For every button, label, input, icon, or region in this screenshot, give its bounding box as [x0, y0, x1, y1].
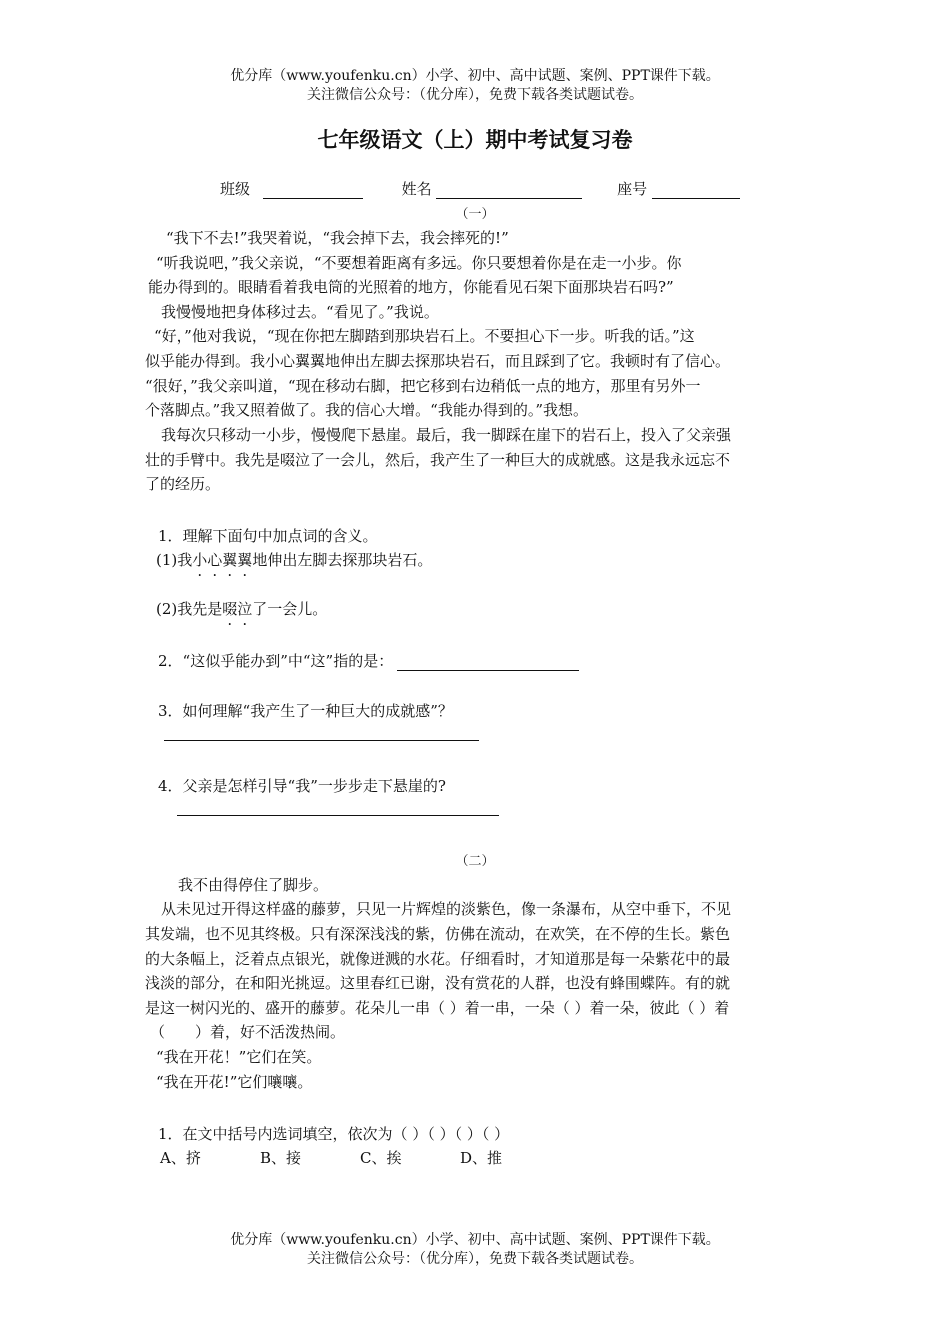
- paragraph-line: 我慢慢地把身体移过去。“看见了。”我说。: [161, 303, 439, 321]
- dotted-word-1: [192, 551, 252, 569]
- paragraph-line: 其发端，也不见其终极。只有深深浅浅的紫，仿佛在流动，在欢笑，在不停的生长。紫色: [145, 925, 731, 943]
- question-1b: [156, 598, 327, 619]
- paragraph-line: “好，”他对我说，“现在你把左脚踏到那块岩石上。不要担心下一步。听我的话。”这: [154, 327, 695, 345]
- question-3-answer-line[interactable]: [164, 740, 479, 741]
- header-line-1: 优分库（www.youfenku.cn）小学、初中、高中试题、案例、PPT课件下载。: [230, 68, 720, 84]
- dotted-char: 小: [192, 551, 208, 569]
- question-3: 3．如何理解“我产生了一种巨大的成就感”？: [158, 702, 453, 720]
- question-2: [158, 650, 579, 671]
- question-2-blank[interactable]: [397, 656, 579, 671]
- paragraph-line: 能办得到的。眼睛看着我电筒的光照着的地方，你能看见石架下面那块岩石吗?”: [148, 278, 674, 296]
- dotted-char: 心: [207, 551, 223, 569]
- paragraph-line: 似乎能办得到。我小心翼翼地伸出左脚去探那块岩石，而且踩到了它。我顿时有了信心。: [145, 352, 731, 370]
- question-1a-prefix: (1)我: [156, 551, 193, 569]
- paragraph-line: 浅淡的部分，在和阳光挑逗。这里春红已谢，没有赏花的人群，也没有蜂围蝶阵。有的就: [145, 974, 731, 992]
- paragraph-line: “很好，”我父亲叫道，“现在移动右脚，把它移到右边稍低一点的地方，那里有另外一: [145, 377, 701, 395]
- header-line-2: 关注微信公众号：（优分库），免费下载各类试题试卷。: [307, 87, 643, 103]
- option-c[interactable]: C、挨: [360, 1149, 402, 1167]
- paragraph-line: 我不由得停住了脚步。: [178, 876, 329, 894]
- option-a[interactable]: A、挤: [160, 1149, 201, 1167]
- dotted-char: 啜: [222, 600, 238, 618]
- section-1-heading: （一）: [455, 207, 495, 222]
- seat-blank[interactable]: [652, 184, 740, 199]
- footer-line-1: 优分库（www.youfenku.cn）小学、初中、高中试题、案例、PPT课件下载。: [230, 1232, 720, 1248]
- dotted-char: 翼: [222, 551, 238, 569]
- paragraph-line: “我在开花！”它们在笑。: [156, 1048, 322, 1066]
- page-title: 七年级语文（上）期中考试复习卷: [317, 127, 633, 152]
- option-d[interactable]: D、推: [460, 1149, 503, 1167]
- question-1: 1．理解下面句中加点词的含义。: [158, 527, 378, 545]
- footer-line-2: 关注微信公众号：（优分库），免费下载各类试题试卷。: [307, 1251, 643, 1267]
- section-2-heading: （二）: [455, 854, 495, 869]
- question-1b-prefix: (2)我先是: [156, 600, 223, 618]
- paragraph-line: 壮的手臂中。我先是啜泣了一会儿，然后，我产生了一种巨大的成就感。这是我永远忘不: [145, 451, 731, 469]
- option-b[interactable]: B、接: [260, 1149, 302, 1167]
- name-label: 姓名: [401, 180, 432, 198]
- paragraph-line: 我每次只移动一小步，慢慢爬下悬崖。最后，我一脚踩在崖下的岩石上，投入了父亲强: [161, 426, 732, 444]
- question-4-answer-line[interactable]: [177, 815, 499, 816]
- section-2-question-1: 1．在文中括号内选词填空，依次为（ ）（ ）（ ）（ ）: [158, 1125, 510, 1143]
- seat-label: 座号: [617, 180, 648, 198]
- question-4: 4．父亲是怎样引导“我”一步步走下悬崖的?: [158, 777, 446, 795]
- question-1a: [156, 549, 432, 570]
- dotted-char: 翼: [237, 551, 253, 569]
- paragraph-line: 了的经历。: [145, 475, 221, 493]
- paragraph-line: “听我说吧，”我父亲说，“不要想着距离有多远。你只要想着你是在走一小步。你: [156, 254, 682, 272]
- paragraph-line: “我下不去!”我哭着说，“我会掉下去，我会摔死的!”: [166, 229, 509, 247]
- paragraph-line: （ ）着，好不活泼热闹。: [150, 1023, 346, 1041]
- info-row: [220, 178, 740, 199]
- paragraph-line: 的大条幅上，泛着点点银光，就像迸溅的水花。仔细看时，才知道那是每一朵紫花中的最: [145, 950, 731, 968]
- question-1a-suffix: 地伸出左脚去探那块岩石。: [252, 551, 433, 569]
- paragraph-line: 从未见过开得这样盛的藤萝，只见一片辉煌的淡紫色，像一条瀑布，从空中垂下，不见: [161, 900, 732, 918]
- question-1b-suffix: 了一会儿。: [252, 600, 328, 618]
- question-2-text: 2．“这似乎能办到”中“这”指的是：: [158, 652, 394, 670]
- class-blank[interactable]: [263, 184, 363, 199]
- paragraph-line: “我在开花!”它们嚷嚷。: [156, 1073, 313, 1091]
- dotted-word-2: [222, 600, 252, 618]
- options-row: [160, 1147, 560, 1168]
- name-blank[interactable]: [436, 184, 582, 199]
- paragraph-line: 是这一树闪光的、盛开的藤萝。花朵儿一串（ ）着一串，一朵（ ）着一朵，彼此（ ）着: [145, 999, 730, 1017]
- dotted-char: 泣: [237, 600, 253, 618]
- paragraph-line: 个落脚点。”我又照着做了。我的信心大增。“我能办得到的。”我想。: [145, 401, 589, 419]
- class-label: 班级: [220, 180, 251, 198]
